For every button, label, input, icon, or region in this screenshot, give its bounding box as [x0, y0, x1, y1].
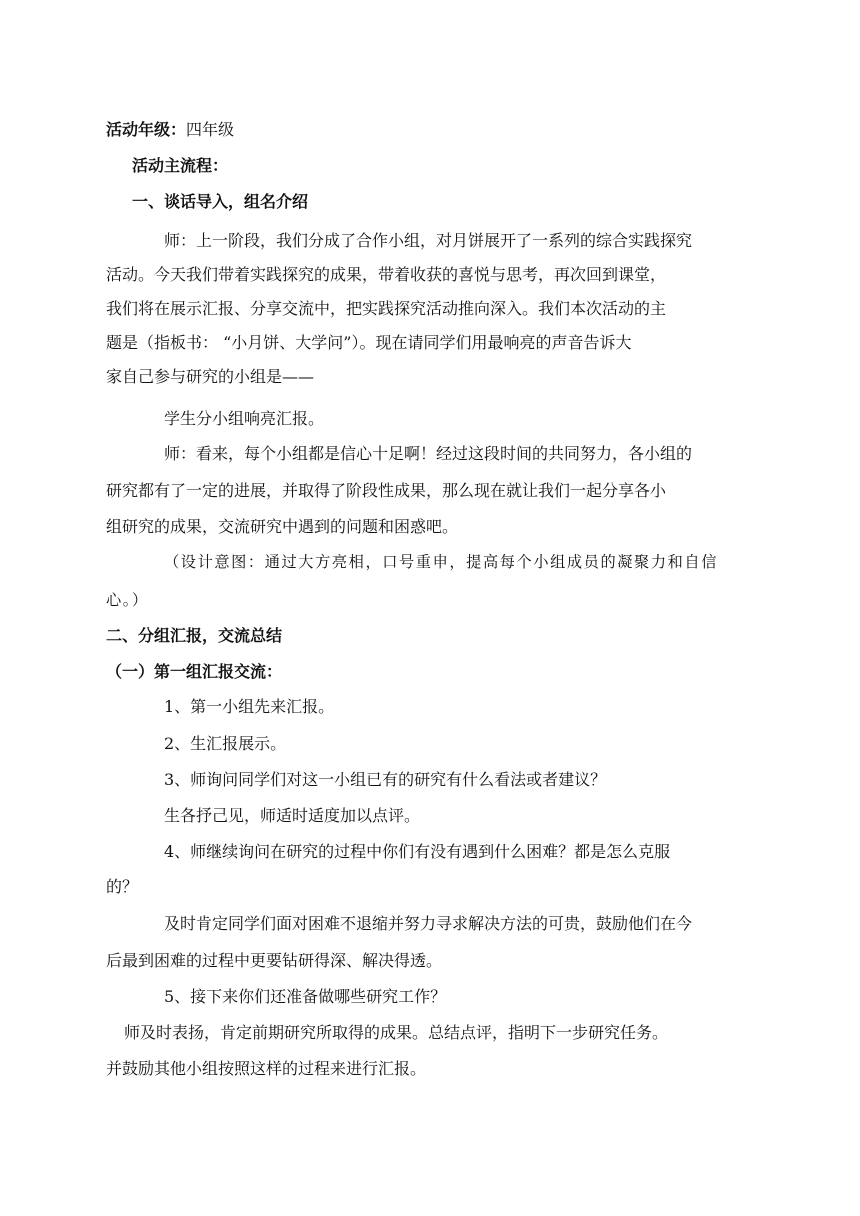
section2-subheading: （一）第一组汇报交流： — [106, 662, 283, 681]
section1-para1-line: 题是（指板书： “小月饼、大学问”）。现在请同学们用最响亮的声音告诉大 — [106, 333, 632, 352]
section1-para1-line: 师：上一阶段，我们分成了合作小组，对月饼展开了一系列的综合实践探究 — [164, 231, 693, 250]
closing-line: 师及时表扬，肯定前期研究所取得的成果。总结点评，指明下一步研究任务。 — [124, 1023, 669, 1042]
section1-para1-line: 我们将在展示汇报、分享交流中，把实践探究活动推向深入。我们本次活动的主 — [106, 299, 667, 318]
grade-line — [106, 120, 234, 140]
step4-line: 4、师继续询问在研究的过程中你们有没有遇到什么困难？都是怎么克服 — [164, 842, 671, 861]
section1-para1-line: 家自己参与研究的小组是—— — [106, 367, 315, 386]
step5: 5、接下来你们还准备做哪些研究工作？ — [164, 987, 447, 1006]
section1-para1-line: 活动。今天我们带着实践探究的成果，带着收获的喜悦与思考，再次回到课堂， — [106, 265, 667, 284]
section1-para3-line: 组研究的成果，交流研究中遇到的问题和困惑吧。 — [106, 517, 459, 536]
section1-para3-line: 研究都有了一定的进展，并取得了阶段性成果，那么现在就让我们一起分享各小 — [106, 481, 667, 500]
encourage-line: 后最到困难的过程中更要钻研得深、解决得透。 — [106, 951, 443, 970]
step-item: 2、生汇报展示。 — [164, 734, 287, 753]
step4-line: 的？ — [106, 877, 139, 896]
grade-label: 活动年级： — [106, 120, 187, 139]
step-item: 3、师询问同学们对这一小组已有的研究有什么看法或者建议？ — [164, 770, 607, 789]
closing-line: 并鼓励其他小组按照这样的过程来进行汇报。 — [106, 1059, 427, 1078]
design-note-line: （设计意图：通过大方亮相，口号重申，提高每个小组成员的凝聚力和自信 — [164, 553, 718, 571]
step-item: 生各抒己见，师适时适度加以点评。 — [164, 806, 421, 825]
design-note-line: 心。） — [106, 591, 149, 609]
encourage-line: 及时肯定同学们面对困难不退缩并努力寻求解决方法的可贵，鼓励他们在今 — [164, 914, 693, 933]
section2-heading: 二、分组汇报，交流总结 — [106, 626, 283, 645]
step-item: 1、第一小组先来汇报。 — [164, 697, 335, 716]
section1-para3-line: 师：看来，每个小组都是信心十足啊！经过这段时间的共同努力，各小组的 — [164, 444, 693, 463]
section1-heading: 一、谈话导入，组名介绍 — [132, 192, 309, 211]
section1-para2: 学生分小组响亮汇报。 — [164, 409, 325, 428]
main-flow-heading: 活动主流程： — [132, 156, 229, 175]
grade-value: 四年级 — [186, 120, 235, 139]
